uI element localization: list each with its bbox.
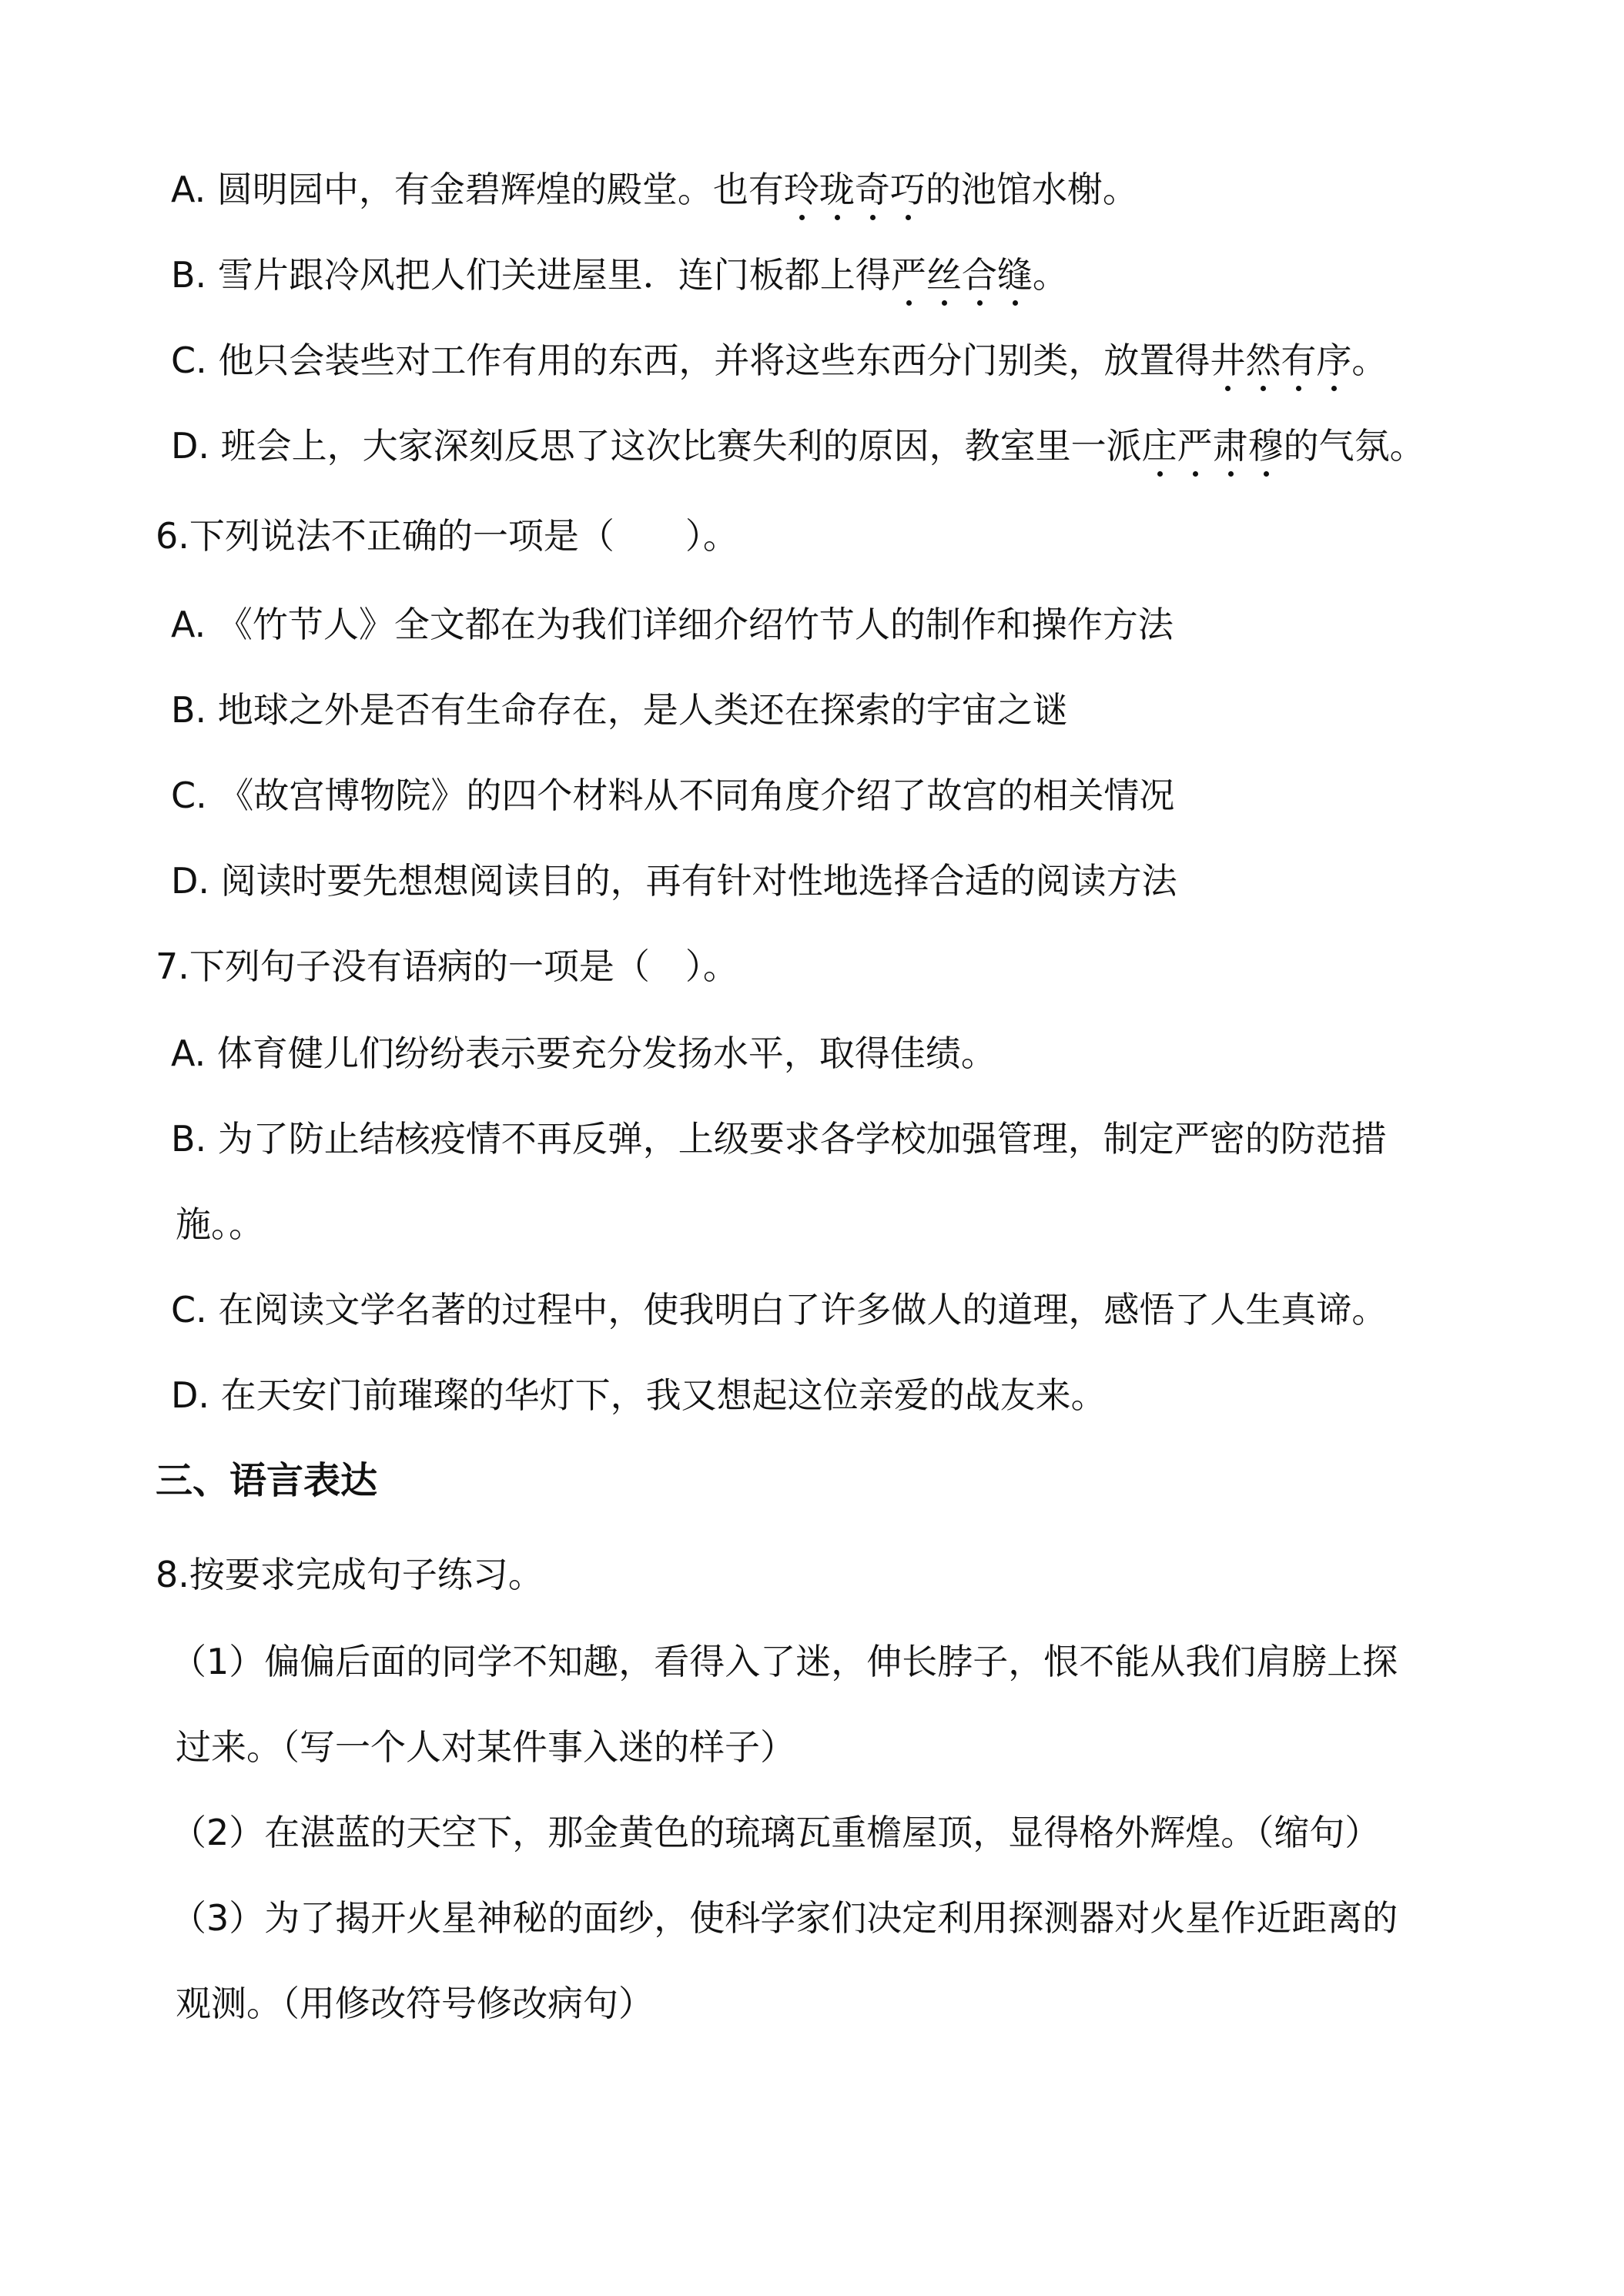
q7-option-b-line1: B. 为了防止结核疫情不再反弹，上级要求各学校加强管理，制定严密的防范措 (171, 1118, 1387, 1160)
q7-option-b-line2: 施。。 (176, 1203, 264, 1245)
emphasis-char: 井 (1210, 340, 1246, 381)
q7-stem: 7.下列句子没有语病的一项是（ ）。 (156, 946, 738, 987)
q5-option-d-tail: 的气氛。 (1283, 425, 1425, 467)
q5-option-c-emphasis (1210, 340, 1351, 381)
q7-option-c: C. 在阅读文学名著的过程中，使我明白了许多做人的道理，感悟了人生真谛。 (171, 1289, 1388, 1330)
q5-option-b (171, 253, 1068, 296)
emphasis-char: 丝 (926, 254, 962, 296)
q5-option-a-tail: 的池馆水榭。 (925, 169, 1138, 210)
emphasis-char: 严 (890, 254, 926, 296)
emphasis-char: 玲 (783, 169, 819, 210)
q7-option-a: A. 体育健儿们纷纷表示要充分发扬水平，取得佳绩。 (171, 1033, 996, 1074)
q5-option-a (171, 168, 1138, 211)
q5-option-d-emphasis (1142, 425, 1284, 467)
q5-option-c-tail: 。 (1351, 340, 1388, 381)
q5-option-b-tail: 。 (1032, 254, 1068, 296)
emphasis-char: 然 (1245, 340, 1281, 381)
q6-option-a: A. 《竹节人》全文都在为我们详细介绍竹节人的制作和操作方法 (171, 604, 1174, 645)
emphasis-char: 穆 (1247, 425, 1284, 467)
q6-option-c: C. 《故宫博物院》的四个材料从不同角度介绍了故宫的相关情况 (171, 775, 1175, 816)
emphasis-char: 序 (1316, 340, 1352, 381)
q5-option-a-emphasis (784, 169, 926, 210)
q6-option-d: D. 阅读时要先想想阅读目的，再有针对性地选择合适的阅读方法 (171, 860, 1177, 902)
q8-stem: 8.按要求完成句子练习。 (156, 1554, 544, 1595)
emphasis-char: 珑 (819, 169, 855, 210)
section-heading: 三、语言表达 (156, 1459, 378, 1502)
emphasis-char: 巧 (889, 169, 926, 210)
emphasis-char: 缝 (996, 254, 1033, 296)
q8-item1-line1: （1）偏偏后面的同学不知趣，看得入了迷，伸长脖子，恨不能从我们肩膀上探 (171, 1641, 1398, 1682)
q6-option-b: B. 地球之外是否有生命存在，是人类还在探索的宇宙之谜 (171, 689, 1068, 731)
emphasis-char: 奇 (854, 169, 890, 210)
emphasis-char: 有 (1281, 340, 1317, 381)
emphasis-char: 肃 (1212, 425, 1248, 467)
q8-item2: （2）在湛蓝的天空下，那金黄色的琉璃瓦重檐屋顶，显得格外辉煌。（缩句） (171, 1812, 1381, 1853)
q5-option-d-text: D. 班会上，大家深刻反思了这次比赛失利的原因，教室里一派 (171, 425, 1142, 467)
q7-option-d: D. 在天安门前璀璨的华灯下，我又想起这位亲爱的战友来。 (171, 1374, 1107, 1416)
emphasis-char: 合 (961, 254, 997, 296)
q8-item1-line2: 过来。（写一个人对某件事入迷的样子） (176, 1726, 795, 1768)
q5-option-c (171, 339, 1387, 382)
q8-item3-line2: 观测。（用修改符号修改病句） (176, 1983, 654, 2024)
emphasis-char: 庄 (1141, 425, 1177, 467)
q5-option-a-text: A. 圆明园中，有金碧辉煌的殿堂。也有 (171, 169, 784, 210)
q5-option-d (171, 424, 1425, 467)
q5-option-c-text: C. 他只会装些对工作有用的东西，并将这些东西分门别类，放置得 (171, 340, 1210, 381)
q5-option-b-emphasis (891, 254, 1033, 296)
q8-item3-line1: （3）为了揭开火星神秘的面纱，使科学家们决定利用探测器对火星作近距离的 (171, 1897, 1398, 1939)
emphasis-char: 严 (1177, 425, 1213, 467)
q6-stem: 6.下列说法不正确的一项是（ ）。 (156, 515, 738, 557)
q5-option-b-text: B. 雪片跟冷风把人们关进屋里．连门板都上得 (171, 254, 891, 296)
